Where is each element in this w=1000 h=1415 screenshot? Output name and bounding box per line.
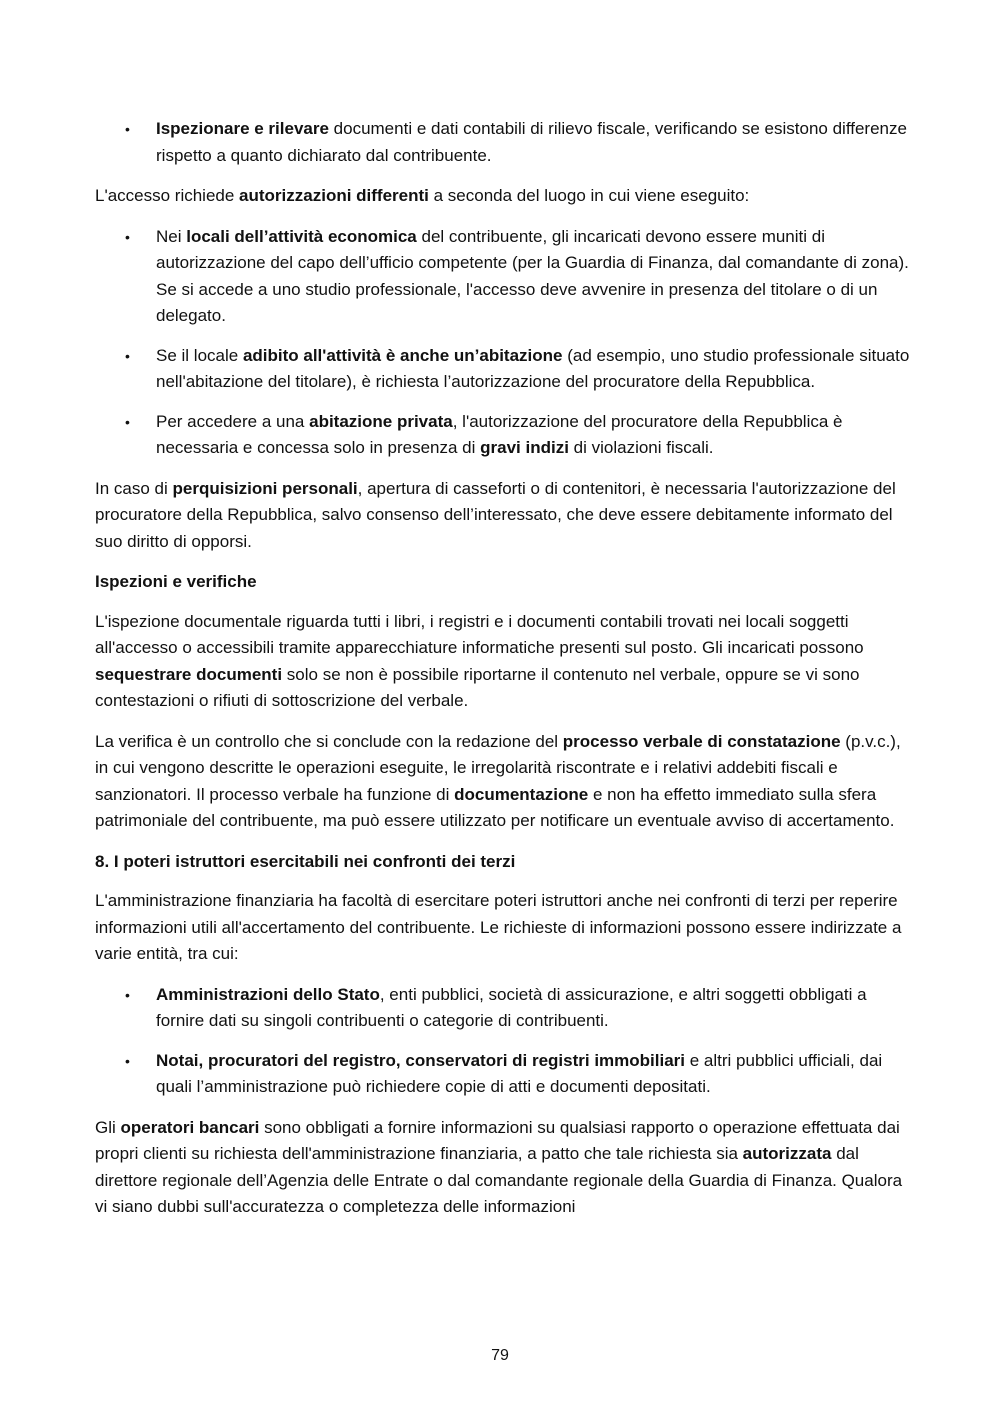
- text-run: e non ha effetto immediato sulla sfera patrimoniale del contribuente, ma può essere utilizzato per notificare un eventuale avviso di accertamento.: [95, 784, 895, 830]
- text-run: a seconda del luogo in cui viene eseguito:: [428, 186, 750, 205]
- bold-text: perquisizioni personali: [172, 478, 358, 498]
- text-run: Ispezioni e verifiche: [95, 572, 257, 591]
- paragraph: [95, 476, 910, 556]
- paragraph: [95, 609, 910, 715]
- text-run: sono obbligati a fornire informazioni su qualsiasi rapporto o operazione effettuata dai propri clienti su richiesta dell'amministrazione finanziaria, a patto che tale richiesta sia: [95, 1117, 900, 1163]
- section-heading: [95, 849, 910, 876]
- text-run: Gli: [95, 1117, 121, 1137]
- bold-text: Notai, procuratori del registro, conservatori di registri immobiliari: [156, 1050, 686, 1070]
- text-run: documenti e dati contabili di rilievo fiscale, verificando se esistono differenze rispetto a quanto dichiarato dal contribuente.: [156, 119, 907, 165]
- list-item: [95, 1048, 910, 1101]
- text-run: , enti pubblici, società di assicurazione, e altri soggetti obbligati a fornire dati su singoli contribuenti o categorie di contribuenti.: [156, 984, 867, 1030]
- paragraph: [95, 183, 910, 210]
- bold-text: Amministrazioni dello Stato: [156, 984, 380, 1004]
- bold-text: autorizzata: [742, 1144, 832, 1163]
- bullet-icon: •: [125, 228, 130, 245]
- text-run: solo se non è possibile riportarne il contenuto nel verbale, oppure se vi sono contestazioni o rifiuti di sottoscrizione del verbale.: [95, 664, 860, 710]
- bold-text: documentazione: [454, 784, 589, 804]
- text-run: dal direttore regionale dell’Agenzia delle Entrate o dal comandante regionale della Guardia di Finanza. Qualora vi siano dubbi sull'accuratezza o completezza delle informazioni: [95, 1144, 903, 1216]
- bold-text: gravi indizi: [480, 438, 569, 457]
- bullet-list: [95, 982, 910, 1101]
- bullet-list: [95, 224, 910, 462]
- bold-text: processo verbale di constatazione: [562, 731, 841, 751]
- text-run: Per accedere a una: [156, 411, 310, 431]
- bullet-icon: •: [125, 986, 130, 1003]
- text-run: L'accesso richiede: [95, 186, 240, 205]
- text-run: e altri pubblici ufficiali, dai quali l’amministrazione può richiedere copie di atti e documenti depositati.: [156, 1050, 883, 1096]
- bold-text: adibito all'attività è anche un’abitazione: [242, 345, 563, 365]
- bold-text: operatori bancari: [120, 1117, 260, 1137]
- paragraph: [95, 729, 910, 835]
- bullet-icon: •: [125, 121, 130, 137]
- text-run: di violazioni fiscali.: [568, 438, 714, 457]
- bold-text: abitazione privata: [309, 411, 453, 431]
- document-body: [95, 116, 910, 1235]
- bullet-icon: •: [125, 347, 130, 364]
- text-run: In caso di: [95, 478, 173, 498]
- bold-text: sequestrare documenti: [95, 664, 283, 684]
- paragraph: [95, 1115, 910, 1221]
- page-number: 79: [491, 1347, 509, 1364]
- text-run: (p.v.c.), in cui vengono descritte le operazioni eseguite, le irregolarità riscontrate e i relativi addebiti fiscali e sanzionatori. Il processo verbale ha funzione di: [95, 731, 901, 804]
- text-run: Se il locale: [156, 345, 243, 365]
- text-run: L'ispezione documentale riguarda tutti i libri, i registri e i documenti contabili trovati nei locali soggetti all'accesso o accessibili tramite apparecchiature informatiche presenti sul posto. Gli incaricati possono: [95, 611, 864, 657]
- text-run: del contribuente, gli incaricati devono essere muniti di autorizzazione del capo dell’ufficio competente (per la Guardia di Finanza, dal comandante di zona). Se si accede a uno studio professionale, l'accesso deve avvenire in presenza del titolare o di un delegato.: [156, 226, 909, 325]
- text-run: L'amministrazione finanziaria ha facoltà di esercitare poteri istruttori anche nei confronti di terzi per reperire informazioni utili all'accertamento del contribuente. Le richieste di informazioni possono essere indirizzate a varie entità, tra cui:: [95, 891, 902, 963]
- list-item: [95, 343, 910, 396]
- bullet-icon: •: [125, 1052, 130, 1069]
- text-run: La verifica è un controllo che si conclude con la redazione del: [95, 731, 563, 751]
- bold-text: Ispezionare e rilevare: [156, 119, 329, 138]
- bullet-list: [95, 116, 910, 169]
- list-item: [95, 982, 910, 1035]
- paragraph: [95, 888, 910, 968]
- bullet-icon: •: [125, 413, 130, 430]
- text-run: , apertura di casseforti o di contenitori, è necessaria l'autorizzazione del procuratore della Repubblica, salvo consenso dell’interessato, che deve essere debitamente informato del suo diritto di opporsi.: [95, 478, 896, 551]
- text-run: , l'autorizzazione del procuratore della Repubblica è necessaria e concessa solo in presenza di: [156, 411, 843, 457]
- bold-text: autorizzazioni differenti: [239, 186, 429, 205]
- text-run: 8. I poteri istruttori esercitabili nei confronti dei terzi: [95, 851, 516, 871]
- text-run: Nei: [156, 226, 187, 246]
- list-item: [95, 116, 910, 169]
- bold-text: locali dell’attività economica: [186, 226, 417, 246]
- list-item: [95, 224, 910, 330]
- text-run: (ad esempio, uno studio professionale situato nell'abitazione del titolare), è richiesta l’autorizzazione del procuratore della Repubblica.: [156, 345, 910, 391]
- list-item: [95, 409, 910, 462]
- section-heading: [95, 569, 910, 596]
